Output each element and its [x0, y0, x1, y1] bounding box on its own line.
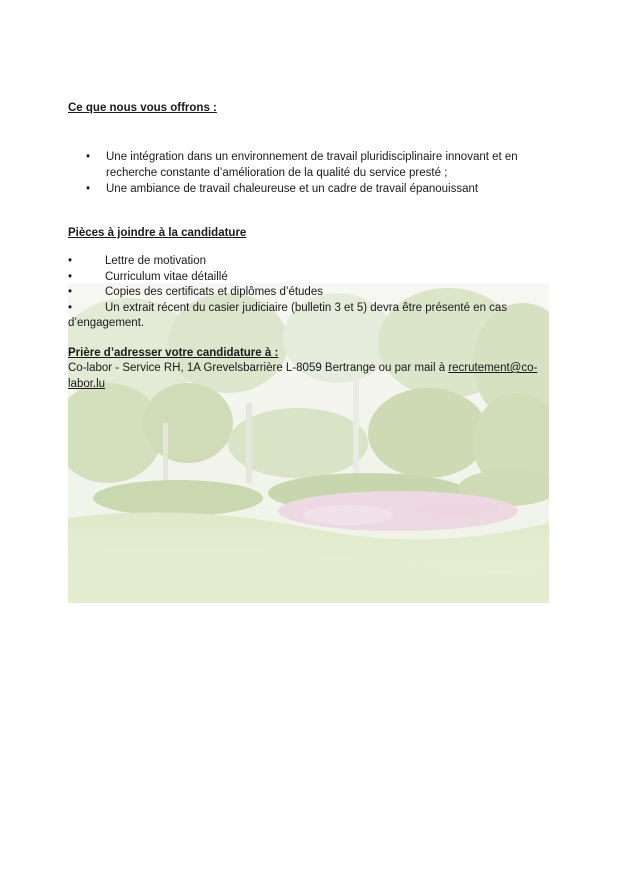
bullet-icon: • [68, 255, 73, 267]
offer-item-text: Une intégration dans un environnement de travail pluridisciplinaire innovant et en recherche constante d’amélioration de la qualité du service presté ; [106, 151, 518, 179]
bullet-icon: • [86, 183, 91, 195]
list-item [86, 181, 546, 197]
email-link[interactable]: recrutement@co-labor.lu [68, 362, 538, 390]
bullet-icon: • [68, 301, 73, 314]
list-item [68, 254, 538, 270]
document-item-text: Curriculum vitae détaillé [105, 270, 228, 283]
document-item-text: Lettre de motivation [105, 255, 207, 267]
document-item-text: Copies des certificats et diplômes d’études [105, 286, 323, 298]
contact-text: Co-labor - Service RH, 1A Grevelsbarrière L-8059 Bertrange ou par mail à [68, 362, 449, 374]
documents-heading: Pièces à joindre à la candidature [68, 227, 247, 239]
list-item [68, 285, 538, 301]
list-item [68, 301, 538, 332]
contact-address [68, 361, 543, 392]
offers-heading: Ce que nous vous offrons : [68, 102, 217, 114]
contact-heading: Prière d’adresser votre candidature à : [68, 347, 279, 359]
documents-list [68, 254, 538, 332]
bullet-icon: • [68, 270, 73, 283]
bullet-icon: • [68, 286, 73, 298]
offer-item-text: Une ambiance de travail chaleureuse et un cadre de travail épanouissant [106, 183, 479, 195]
offers-list [86, 149, 546, 197]
bullet-icon: • [86, 151, 91, 163]
list-item [68, 270, 538, 286]
document-item-text: Un extrait récent du casier judiciaire (bulletin 3 et 5) devra être présenté en cas d’engagement. [68, 301, 508, 329]
list-item [86, 149, 546, 181]
